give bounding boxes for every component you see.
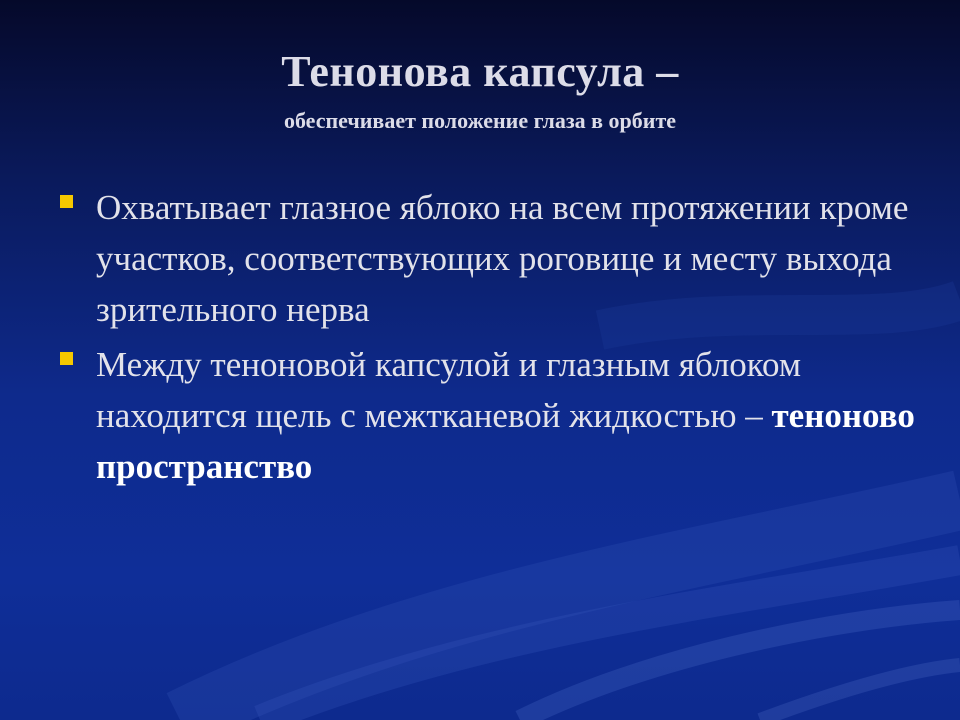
bullet-list bbox=[58, 182, 918, 496]
square-bullet-icon bbox=[60, 195, 73, 208]
title-block bbox=[0, 40, 960, 138]
bullet-item bbox=[58, 339, 918, 492]
slide-title: Тенонова капсула – bbox=[281, 47, 679, 96]
slide-subtitle: обеспечивает положение глаза в орбите bbox=[283, 108, 677, 133]
bullet-item bbox=[58, 182, 918, 335]
bullet-emphasis-term: теноново пространство bbox=[96, 396, 915, 486]
bullet-text: Между теноновой капсулой и глазным яблоком находится щель с межтканевой жидкостью – bbox=[96, 345, 801, 435]
square-bullet-icon bbox=[60, 352, 73, 365]
bullet-text: Охватывает глазное яблоко на всем протяжении кроме участков, соответствующих роговице и месту выхода зрительного нерва bbox=[96, 188, 909, 329]
